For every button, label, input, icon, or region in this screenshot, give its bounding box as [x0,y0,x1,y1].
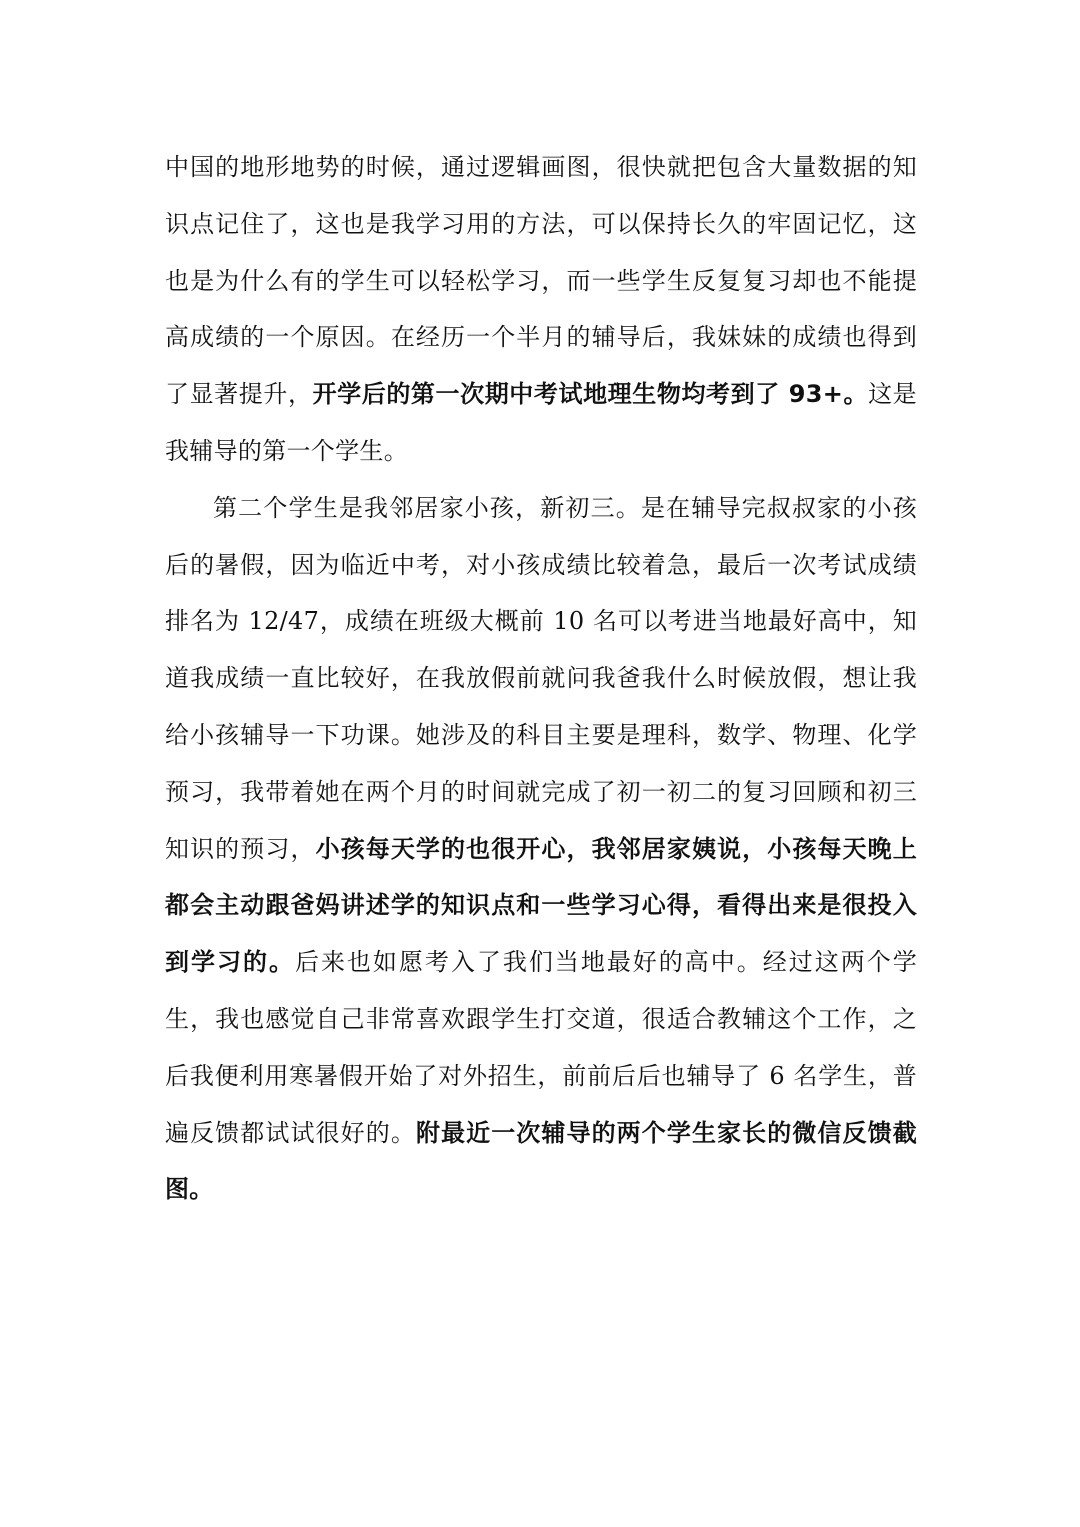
paragraph-1-text-1: 中国的地形地势的时候，通过逻辑画图，很快就把包含大量数据的知识点记住了，这也是我学习用的方法，可以保持长久的牢固记忆，这也是为什么有的学生可以轻松学习，而一些学生反复复习却也不能提高成绩的一个原因。在经历一个半月的辅导后，我妹妹的成绩也得到了显著提升， [165,153,917,409]
paragraph-2-text-1: 第二个学生是我邻居家小孩，新初三。是在辅导完叔叔家的小孩后的暑假，因为临近中考，对小孩成绩比较着急，最后一次考试成绩排名为 12/47，成绩在班级大概前 10 名可以考进当地最好高中，知道我成绩一直比较好，在我放假前就问我爸我什么时候放假，想让我给小孩辅导一下功课。她涉及的科目主要是理科，数学、物理、化学预习，我带着她在两个月的时间就完成了初一初二的复习回顾和初三知识的预习， [165,493,917,863]
paragraph-2 [165,480,917,1218]
document-body [165,139,917,1218]
paragraph-2-bold-highlight-1: 小孩每天学的也很开心，我邻居家姨说，小孩每天晚上都会主动跟爸妈讲述学的知识点和一些学习心得，看得出来是很投入到学习的。 [165,834,917,977]
paragraph-2-bold-highlight-2: 附最近一次辅导的两个学生家长的微信反馈截图。 [165,1118,918,1204]
paragraph-2-text-2: 后来也如愿考入了我们当地最好的高中。经过这两个学生，我也感觉自己非常喜欢跟学生打交道，很适合教辅这个工作，之后我便利用寒暑假开始了对外招生，前前后后也辅导了 6 名学生，普遍反馈都试试很好的。 [165,948,918,1147]
paragraph-1 [165,139,917,480]
paragraph-1-bold-highlight: 开学后的第一次期中考试地理生物均考到了 93+。 [312,380,869,409]
paragraph-1-text-2: 这是我辅导的第一个学生。 [165,380,917,465]
